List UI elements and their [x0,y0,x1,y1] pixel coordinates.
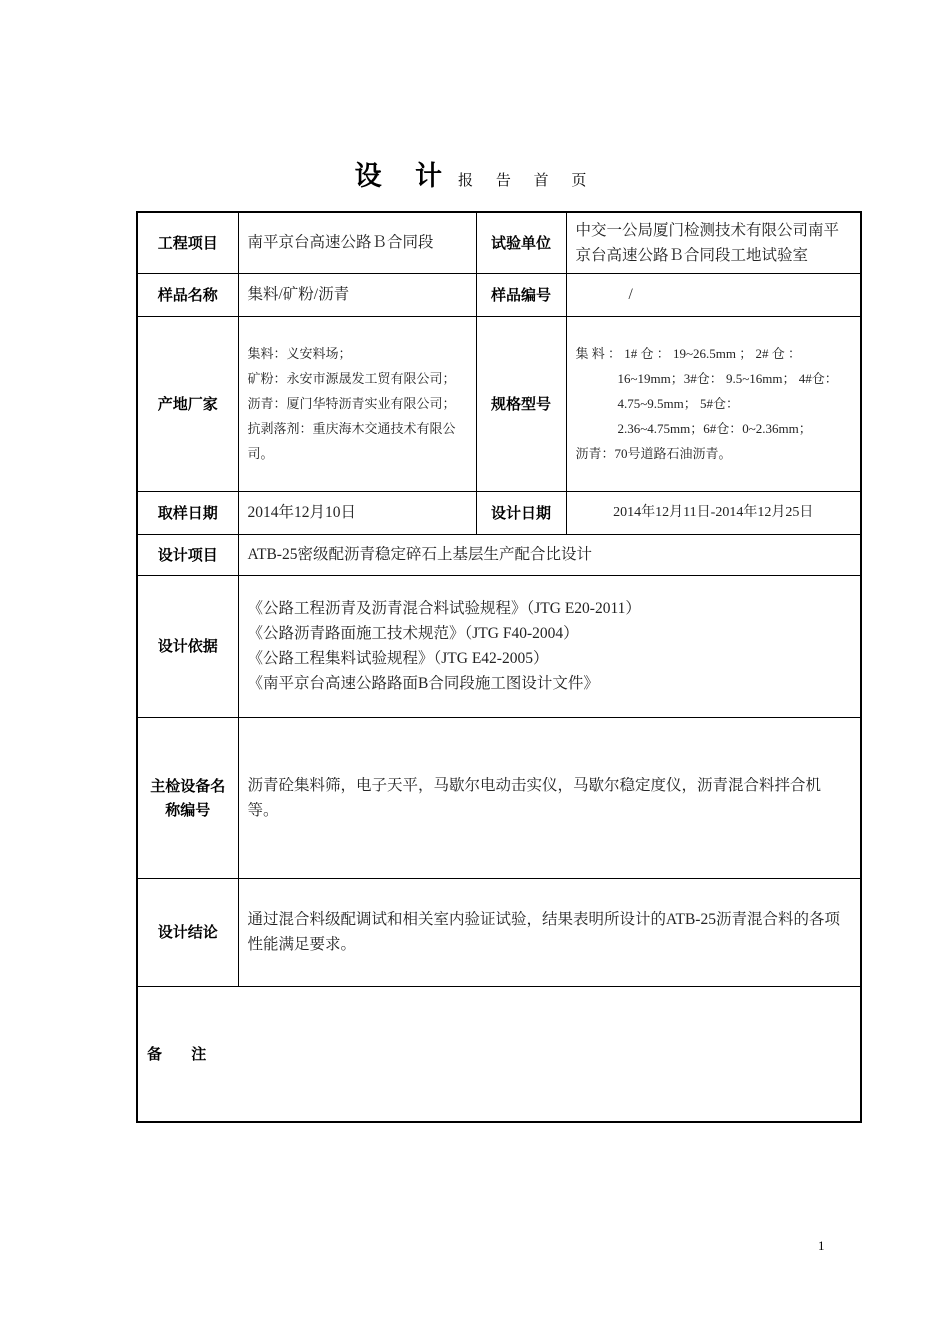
spec-line: 沥青：70号道路石油沥青。 [575,446,732,461]
row-design-item [137,534,861,575]
row-project [137,212,861,273]
manufacturer-line: 矿粉：永安市源晟发工贸有限公司； [247,371,456,386]
design-date-label: 设计日期 [476,491,566,534]
row-conclusion [137,878,861,986]
title-sub: 报 告 首 页 [458,171,596,189]
sampling-date-label: 取样日期 [137,491,238,534]
manufacturer-line: 沥青：厦门华特沥青实业有限公司； [247,396,456,411]
project-value: 南平京台高速公路Ｂ合同段 [238,212,476,273]
lab-label: 试验单位 [476,212,566,273]
spec-line: 集 料 ： 1# 仓 ： 19~26.5mm ； 2# 仓 ： [575,346,802,361]
design-item-value: ATB-25密级配沥青稳定碎石上基层生产配合比设计 [238,534,861,575]
equipment-label [137,717,238,878]
remarks-cell [137,986,861,1122]
title-main: 设 计 [354,161,455,192]
row-dates [137,491,861,534]
manufacturer-value [238,316,476,491]
basis-line: 《南平京台高速公路路面B合同段施工图设计文件》 [247,675,599,692]
conclusion-label: 设计结论 [137,878,238,986]
spec-label: 规格型号 [476,316,566,491]
equipment-label-line: 主检设备名 [150,776,226,795]
report-cover-table [136,211,862,1123]
manufacturer-line: 抗剥落剂：重庆海木交通技术有限公司。 [247,421,456,461]
design-item-label: 设计项目 [137,534,238,575]
sample-name-value: 集料/矿粉/沥青 [238,273,476,316]
row-sample [137,273,861,316]
sample-no-value: / [566,273,861,316]
sampling-date-value: 2014年12月10日 [238,491,476,534]
remarks-label: 备 注 [147,1045,219,1064]
basis-label: 设计依据 [137,575,238,717]
lab-value: 中交一公局厦门检测技术有限公司南平京台高速公路Ｂ合同段工地试验室 [566,212,861,273]
design-date-value: 2014年12月11日-2014年12月25日 [566,491,861,534]
row-manufacturer [137,316,861,491]
manufacturer-label: 产地厂家 [137,316,238,491]
row-equipment [137,717,861,878]
equipment-label-line: 称编号 [165,800,211,819]
spec-line: 2.36~4.75mm；6#仓：0~2.36mm； [617,421,812,436]
spec-value [566,316,861,491]
manufacturer-line: 集料：义安料场； [247,346,352,361]
sample-name-label: 样品名称 [137,273,238,316]
row-remarks [137,986,861,1122]
equipment-value: 沥青砼集料筛，电子天平，马歇尔电动击实仪，马歇尔稳定度仪，沥青混合料拌合机等。 [238,717,861,878]
row-basis [137,575,861,717]
sample-no-label: 样品编号 [476,273,566,316]
basis-line: 《公路沥青路面施工技术规范》（JTG F40-2004） [247,625,579,642]
spec-line: 16~19mm；3#仓： 9.5~16mm； 4#仓： 4.75~9.5mm； 5#仓： [617,371,838,411]
conclusion-value: 通过混合料级配调试和相关室内验证试验，结果表明所设计的ATB-25沥青混合料的各项性能满足要求。 [238,878,861,986]
project-label: 工程项目 [137,212,238,273]
page-number: 1 [818,1238,825,1253]
basis-value [238,575,861,717]
basis-line: 《公路工程集料试验规程》（JTG E42-2005） [247,650,549,667]
report-title [0,154,950,193]
basis-line: 《公路工程沥青及沥青混合料试验规程》（JTG E20-2011） [247,600,641,617]
